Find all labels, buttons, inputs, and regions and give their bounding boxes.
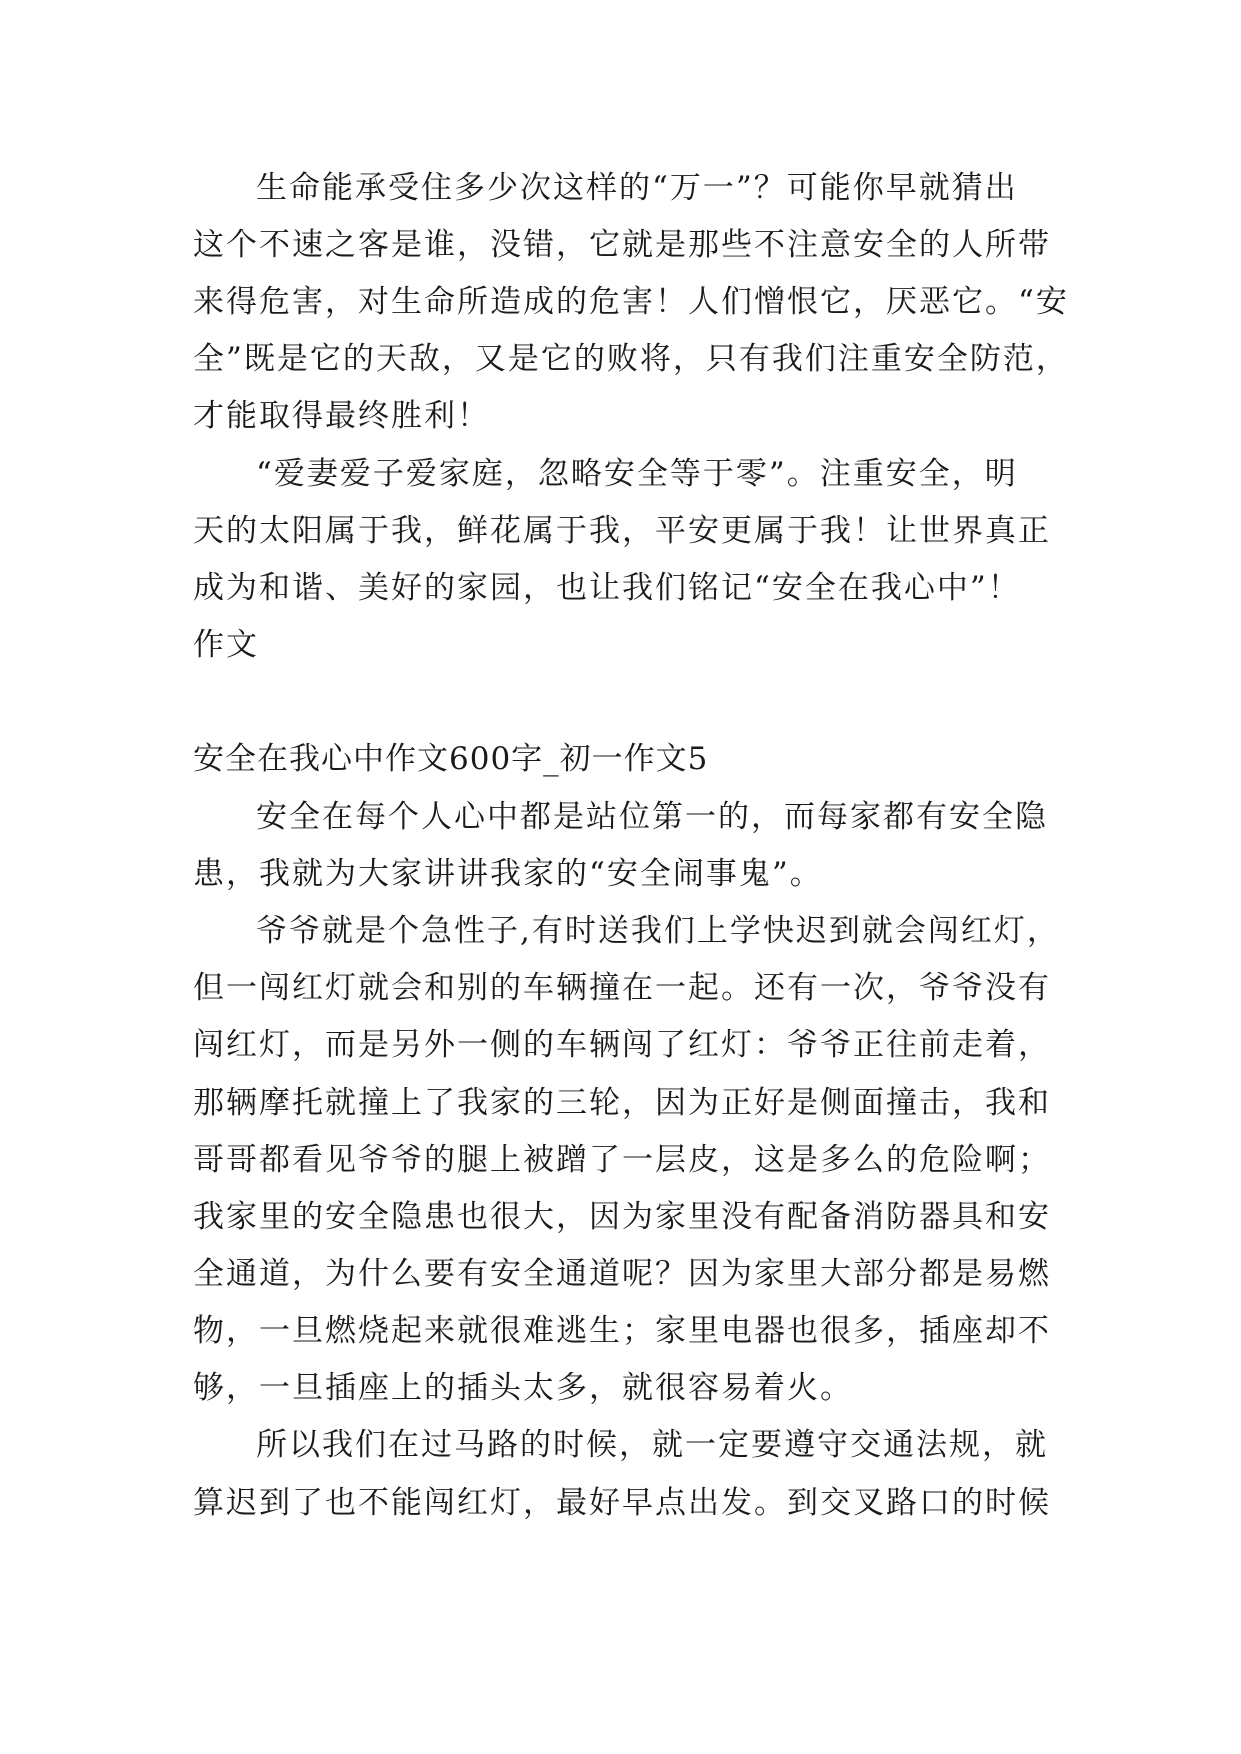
section-paragraph-3-line-1: 所以我们在过马路的时候，就一定要遵守交通法规，就 [256,1427,1048,1463]
section-paragraph-2-line-3: 闯红灯，而是另外一侧的车辆闯了红灯：爷爷正往前走着， [193,1027,1051,1063]
section-paragraph-2-line-7: 全通道，为什么要有安全通道呢？因为家里大部分都是易燃 [193,1256,1051,1292]
section-title: 安全在我心中作文600字_初一作文5 [193,741,709,777]
section-paragraph-2-line-1: 爷爷就是个急性子,有时送我们上学快迟到就会闯红灯， [256,913,1060,949]
section-paragraph-2-line-8: 物，一旦燃烧起来就很难逃生；家里电器也很多，插座却不 [193,1313,1051,1349]
section-paragraph-2-line-6: 我家里的安全隐患也很大，因为家里没有配备消防器具和安 [193,1199,1051,1235]
section-paragraph-2-line-5: 哥哥都看见爷爷的腿上被蹭了一层皮，这是多么的危险啊； [193,1142,1051,1178]
section-paragraph-2-line-2: 但一闯红灯就会和别的车辆撞在一起。还有一次，爷爷没有 [193,970,1051,1006]
paragraph-1-line-5: 才能取得最终胜利！ [193,398,490,434]
paragraph-2-line-2: 天的太阳属于我，鲜花属于我，平安更属于我！让世界真正 [193,513,1051,549]
paragraph-2-line-1: “爱妻爱子爱家庭，忽略安全等于零”。注重安全，明 [256,456,1018,492]
paragraph-1-line-2: 这个不速之客是谁，没错，它就是那些不注意安全的人所带 [193,227,1051,263]
section-paragraph-2-line-4: 那辆摩托就撞上了我家的三轮，因为正好是侧面撞击，我和 [193,1085,1051,1121]
section-paragraph-1-line-2: 患，我就为大家讲讲我家的“安全闹事鬼”。 [193,856,823,892]
section-paragraph-2-line-9: 够，一旦插座上的插头太多，就很容易着火。 [193,1370,853,1406]
paragraph-1-line-1: 生命能承受住多少次这样的“万一”？可能你早就猜出 [256,170,1018,206]
paragraph-2-line-3: 成为和谐、美好的家园，也让我们铭记“安全在我心中”！ [193,570,1021,606]
paragraph-2-line-4: 作文 [193,627,259,663]
paragraph-1-line-4: 全”既是它的天敌，又是它的败将，只有我们注重安全防范， [193,341,1069,377]
paragraph-1-line-3: 来得危害，对生命所造成的危害！人们憎恨它，厌恶它。“安 [193,284,1069,320]
section-paragraph-3-line-2: 算迟到了也不能闯红灯，最好早点出发。到交叉路口的时候 [193,1485,1051,1521]
section-paragraph-1-line-1: 安全在每个人心中都是站位第一的，而每家都有安全隐 [256,799,1048,835]
